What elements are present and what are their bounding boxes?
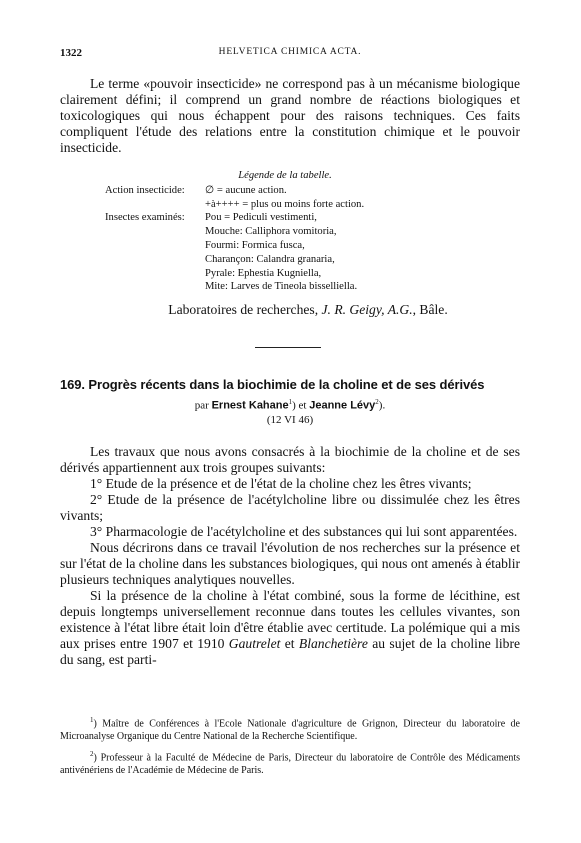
body-paragraph: 1° Etude de la présence et de l'état de la choline chez les êtres vivants;: [90, 476, 472, 491]
byline-by: par: [194, 399, 209, 412]
legend-title: Légende de la tabelle.: [238, 170, 332, 181]
byline-and: et: [298, 399, 307, 412]
body-paragraph: Nous décrirons dans ce travail l'évolution de nos recherches sur la présence et sur l'état de la choline dans les substances biologiques, qui nous ont amenés à établir plusieurs techniques analytiques nouvelles.: [60, 540, 520, 587]
paragraph-end: au sujet de la choline libre du sang, est parti-: [60, 636, 521, 667]
laboratory-prefix: Laboratoires de recherches,: [168, 302, 319, 317]
footnote-mark: 2: [90, 750, 94, 759]
laboratory-company: J. R. Geigy, A.G.: [321, 302, 413, 317]
legend-value: Fourmi: Formica fusca,: [205, 239, 305, 251]
footnotes: [60, 714, 520, 783]
legend-key: [105, 253, 205, 267]
article-byline: par Ernest Kahane$^1$) et Jeanne Lévy$^2$).: [194, 398, 386, 412]
body-paragraph: Les travaux que nous avons consacrés à la biochimie de la choline et de ses dérivés appartiennent aux trois groupes suivants:: [60, 444, 520, 475]
legend-value: Pou = Pediculi vestimenti,: [205, 212, 317, 224]
footnote-text: ) Professeur à la Faculté de Médecine de Paris, Directeur du laboratoire de Contrôle des Médicaments antivénériens de l'Académie de Médecine de Paris.: [60, 752, 520, 777]
legend-key: [105, 267, 205, 281]
intro-paragraph: Le terme «pouvoir insecticide» ne correspond pas à un mécanisme biologique clairement défini; il comprend un grand nombre de réactions biologiques et toxicologiques qui nous échappent pour des raisons techniques. Ces faits compliquent l'étude des relations entre la constitution chimique et le pouvoir insecticide.: [60, 76, 520, 155]
laboratory-city: , Bâle.: [412, 302, 448, 317]
name-gautrelet: Gautrelet: [228, 636, 281, 651]
legend-value: Pyrale: Ephestia Kugniella,: [205, 267, 322, 279]
section-divider: [255, 347, 321, 348]
legend-row: [105, 239, 465, 253]
laboratory-signature: [60, 302, 520, 318]
running-header: [60, 47, 520, 61]
legend-value: Mouche: Calliphora vomitoria,: [205, 226, 337, 238]
article-date: (12 VI 46): [266, 414, 314, 426]
legend-key: [105, 225, 205, 239]
table-legend: [105, 169, 465, 294]
author-kahane: Ernest Kahane: [211, 399, 289, 412]
legend-value: Charançon: Calandra granaria,: [205, 253, 335, 265]
article-title: 169. Progrès récents dans la biochimie de la choline et de ses dérivés: [60, 377, 485, 392]
footnote-mark: 1: [90, 716, 94, 724]
legend-key: Insectes examinés:: [105, 212, 185, 224]
legend-value: Mite: Larves de Tineola bisselliella.: [205, 281, 358, 293]
journal-name: HELVETICA CHIMICA ACTA.: [218, 47, 362, 57]
legend-row: [105, 267, 465, 281]
legend-row: [105, 253, 465, 267]
footnote: [60, 748, 520, 777]
page-number: 1322: [60, 47, 82, 59]
legend-row: [105, 211, 465, 225]
footnote-text: ) Maître de Conférences à l'Ecole Nationale d'agriculture de Grignon, Directeur du laboratoire de Microanalyse Organique du Centre National de la Recherche Scientifique.: [60, 718, 520, 742]
legend-row: [105, 280, 465, 294]
footnote-ref-1: 1: [288, 398, 293, 406]
byline-end: ).: [378, 399, 386, 412]
name-blanchetiere: Blanchetière: [298, 636, 368, 651]
legend-row: [105, 184, 465, 198]
legend-value: +à++++ = plus ou moins forte action.: [205, 198, 365, 210]
legend-row: [105, 198, 465, 212]
legend-value: ∅ = aucune action.: [205, 184, 287, 196]
paragraph-and: et: [284, 636, 295, 651]
body-paragraph: 3° Pharmacologie de l'acétylcholine et des substances qui lui sont apparentées.: [90, 524, 518, 539]
article-body: [60, 444, 520, 668]
legend-key: [105, 239, 205, 253]
legend-key: [105, 280, 205, 294]
legend-row: [105, 225, 465, 239]
body-paragraph: [60, 588, 520, 668]
legend-key: Action insecticide:: [105, 184, 185, 196]
body-paragraph: 2° Etude de la présence de l'acétylcholine libre ou dissimulée chez les êtres vivants;: [60, 492, 520, 523]
paragraph-start: Si la présence de la choline à l'état combiné, sous la forme de lécithine, est depuis longtemps universellement reconnue dans toutes les cellules vivantes, son existence à l'état libre était loin d'être établie avec certitude. La polémique qui a mis aux prises entre 1907 et 1910: [60, 588, 520, 651]
footnote-ref-2: 2: [375, 398, 379, 406]
legend-key: [105, 198, 205, 212]
footnote: [60, 714, 520, 743]
author-levy: Jeanne Lévy: [309, 399, 376, 412]
